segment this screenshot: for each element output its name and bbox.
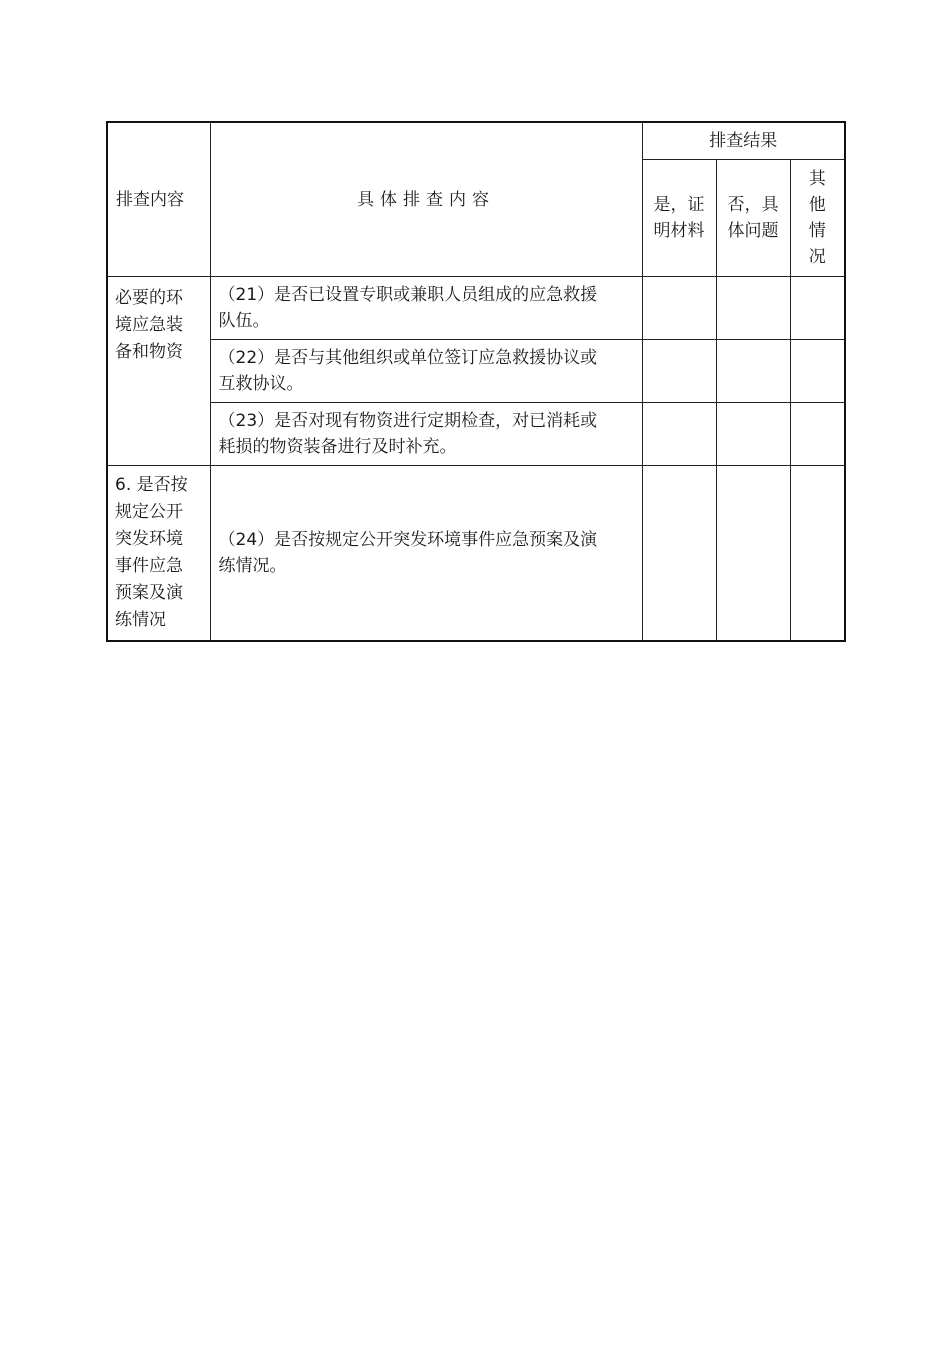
category-cell <box>107 466 210 642</box>
category-label: 6. 是否按规定公开突发环境事件应急预案及演练情况 <box>115 475 188 630</box>
header-yes-label: 是，证明材料 <box>653 195 705 241</box>
detail-cell: （23）是否对现有物资进行定期检查，对已消耗或耗损的物资装备进行及时补充。 <box>210 403 642 466</box>
yes-cell[interactable] <box>642 466 716 642</box>
yes-cell[interactable] <box>642 340 716 403</box>
yes-cell[interactable] <box>642 277 716 340</box>
table-row <box>107 466 845 642</box>
no-cell[interactable] <box>716 277 790 340</box>
detail-cell: （24）是否按规定公开突发环境事件应急预案及演练情况。 <box>210 466 642 642</box>
inspection-table <box>106 121 846 642</box>
header-category: 排查内容 <box>107 122 210 277</box>
header-no-label: 否，具体问题 <box>727 195 779 241</box>
other-cell[interactable] <box>790 277 845 340</box>
no-cell[interactable] <box>716 340 790 403</box>
no-cell[interactable] <box>716 466 790 642</box>
header-other-label: 其他情况 <box>808 169 826 267</box>
detail-cell: （22）是否与其他组织或单位签订应急救援协议或互救协议。 <box>210 340 642 403</box>
no-cell[interactable] <box>716 403 790 466</box>
header-detail: 具体排查内容 <box>210 122 642 277</box>
category-label: 必要的环境应急装备和物资 <box>115 288 183 362</box>
table-row <box>107 277 845 340</box>
category-cell <box>107 277 210 466</box>
header-result: 排查结果 <box>642 122 845 160</box>
detail-cell: （21）是否已设置专职或兼职人员组成的应急救援队伍。 <box>210 277 642 340</box>
other-cell[interactable] <box>790 340 845 403</box>
header-no <box>716 160 790 277</box>
header-yes <box>642 160 716 277</box>
table-row <box>107 403 845 466</box>
table-row <box>107 340 845 403</box>
header-other <box>790 160 845 277</box>
table-header-row <box>107 122 845 160</box>
other-cell[interactable] <box>790 466 845 642</box>
yes-cell[interactable] <box>642 403 716 466</box>
other-cell[interactable] <box>790 403 845 466</box>
